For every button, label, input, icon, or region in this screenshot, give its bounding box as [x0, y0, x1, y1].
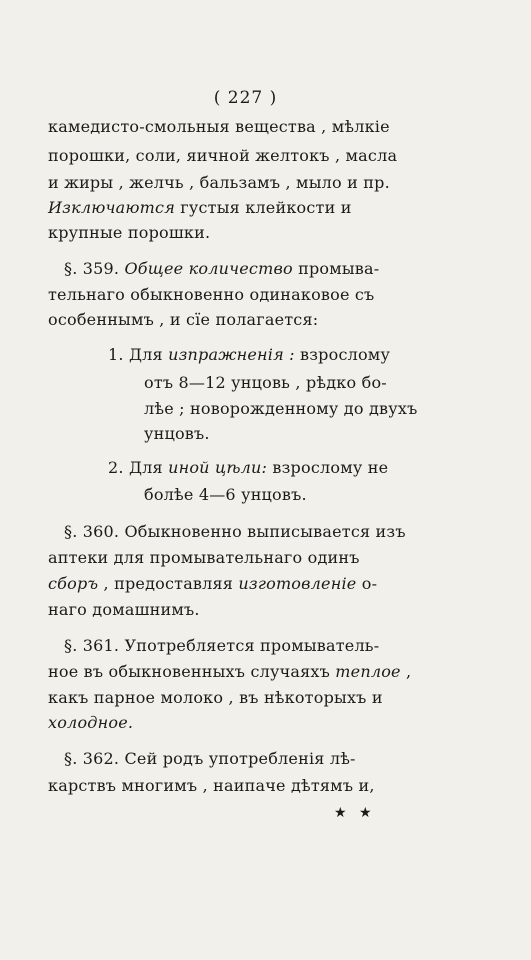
text-segment: сборъ: [48, 574, 99, 593]
text-segment: 1. Для: [108, 345, 169, 364]
text-line: [64, 637, 442, 655]
text-segment: тельнаго обыкновенно одинаковое съ: [48, 285, 375, 304]
text-segment: 2. Для: [108, 458, 169, 477]
text-segment: §. 361. Употребляется промыватель-: [64, 636, 380, 655]
text-line: [144, 425, 264, 443]
text-line: [108, 459, 442, 477]
text-segment: Изключаются: [48, 198, 176, 217]
text-line: [48, 311, 358, 329]
text-line: [48, 714, 178, 732]
text-line: [48, 147, 442, 165]
text-line: [48, 286, 442, 304]
text-segment: о-: [356, 574, 378, 593]
text-segment: §. 360. Обыкновенно выписывается изъ: [64, 522, 406, 541]
text-segment: наго домашнимъ.: [48, 600, 200, 619]
text-line: [48, 777, 442, 795]
text-line: [48, 199, 442, 217]
signature-mark: ★ ★: [334, 805, 376, 821]
text-line: [108, 346, 442, 364]
text-segment: какъ парное молоко , въ нѣкоторыхъ и: [48, 688, 383, 707]
text-line: [48, 575, 442, 593]
text-segment: ,: [400, 662, 412, 681]
text-segment: и жиры , желчь , бальзамъ , мыло и пр.: [48, 173, 390, 192]
text-segment: взрослому не: [267, 458, 389, 477]
text-segment: изготовленіе: [238, 574, 357, 593]
text-segment: холодное.: [48, 713, 134, 732]
text-line: [48, 118, 442, 136]
text-line: [48, 549, 442, 567]
text-segment: теплое: [335, 662, 401, 681]
text-line: [64, 260, 442, 278]
text-segment: карствъ многимъ , наипаче дѣтямъ и,: [48, 776, 375, 795]
text-segment: изпражненія :: [168, 345, 295, 364]
text-segment: иной цѣли:: [168, 458, 268, 477]
text-line: [48, 689, 442, 707]
text-segment: камедисто-смольныя вещества , мѣлкіе: [48, 117, 390, 136]
text-segment: особеннымъ , и сїе полагается:: [48, 310, 319, 329]
text-line: [64, 750, 442, 768]
text-line: [48, 601, 258, 619]
text-segment: лѣе ; новорожденному до двухъ: [144, 399, 418, 418]
text-segment: взрослому: [294, 345, 391, 364]
text-segment: болѣе 4—6 унцовъ.: [144, 485, 307, 504]
page-number: ( 227 ): [213, 88, 278, 108]
text-line: [144, 400, 442, 418]
text-line: [48, 663, 442, 681]
text-segment: аптеки для промывательнаго одинъ: [48, 548, 360, 567]
text-segment: промыва-: [292, 259, 380, 278]
text-line: [48, 224, 268, 242]
text-segment: порошки, соли, яичной желтокъ , масла: [48, 146, 398, 165]
text-line: [144, 486, 364, 504]
text-segment: , предоставляя: [98, 574, 239, 593]
text-segment: §. 362. Сей родъ употребленія лѣ-: [64, 749, 356, 768]
text-segment: отъ 8—12 унцовь , рѣдко бо-: [144, 373, 387, 392]
text-line: [144, 374, 442, 392]
text-line: [48, 174, 442, 192]
text-line: [64, 523, 442, 541]
text-segment: Общее количество: [124, 259, 293, 278]
text-segment: густыя клейкости и: [175, 198, 352, 217]
text-segment: унцовъ.: [144, 424, 210, 443]
text-segment: крупные порошки.: [48, 223, 211, 242]
text-segment: §. 359.: [64, 259, 125, 278]
text-segment: ное въ обыкновенныхъ случаяхъ: [48, 662, 336, 681]
